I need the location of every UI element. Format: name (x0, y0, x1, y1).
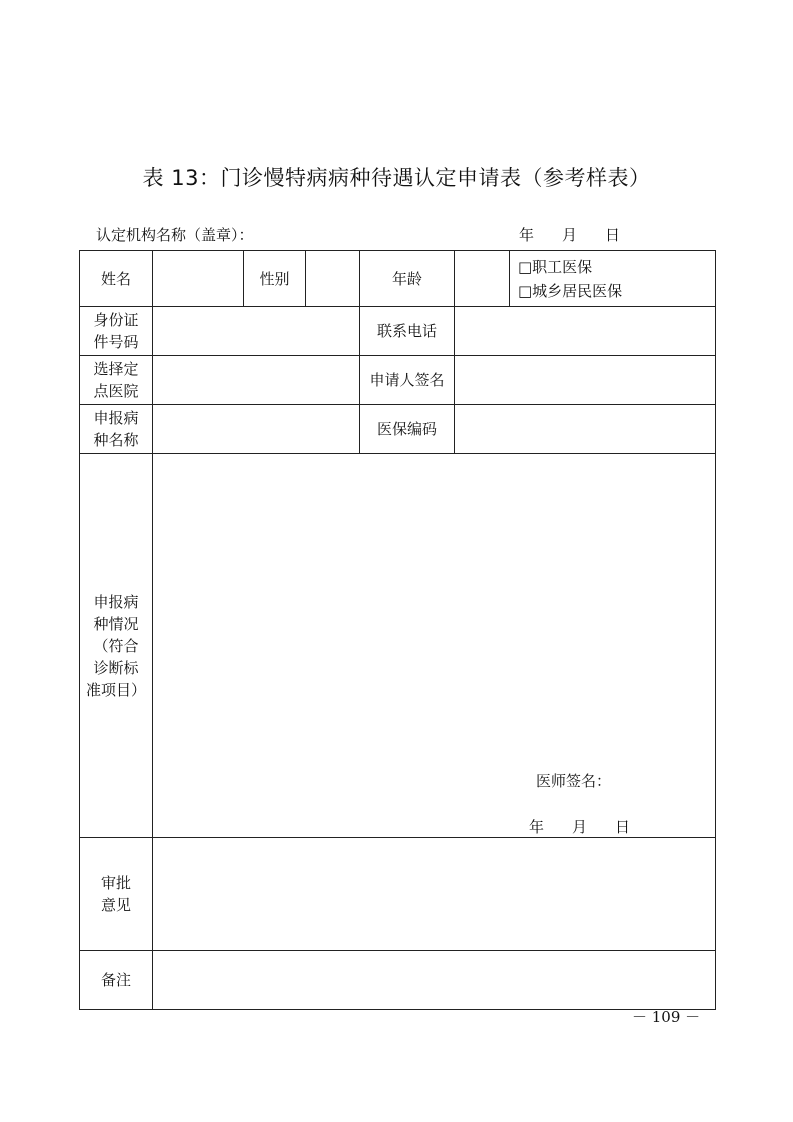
label-insurance-code: 医保编码 (360, 405, 455, 454)
id-number-input[interactable] (153, 307, 360, 356)
age-input[interactable] (455, 251, 510, 307)
label-line: 选择定 (93, 360, 139, 378)
org-label: 认定机构名称（盖章）： (96, 226, 254, 244)
insurance-code-input[interactable] (455, 405, 716, 454)
label-disease-situation (80, 454, 153, 838)
gender-input[interactable] (306, 251, 360, 307)
application-form (79, 250, 716, 1010)
applicant-signature-input[interactable] (455, 356, 716, 405)
date-month: 月 (572, 818, 588, 836)
label-line: 诊断标 (93, 658, 139, 677)
label-line: （符合 (93, 636, 139, 655)
approval-input[interactable] (153, 838, 716, 951)
date-year: 年 (519, 226, 535, 244)
page-number: － 109 － (632, 1008, 701, 1026)
label-line: 审批 (100, 874, 131, 892)
date-day: 日 (605, 226, 621, 244)
header-date (519, 224, 620, 245)
insurance-option-resident[interactable]: □城乡居民医保 (518, 281, 623, 300)
date-year: 年 (529, 818, 545, 836)
hospital-input[interactable] (153, 356, 360, 405)
remarks-input[interactable] (153, 951, 716, 1010)
label-line: 种名称 (93, 431, 139, 449)
insurance-type-options (510, 251, 716, 307)
label-line: 身份证 (93, 311, 139, 329)
label-line: 申报病 (93, 409, 139, 427)
phone-input[interactable] (455, 307, 716, 356)
label-phone: 联系电话 (360, 307, 455, 356)
label-line: 准项目） (85, 680, 146, 699)
label-line: 申报病 (93, 592, 139, 611)
label-id-number (80, 307, 153, 356)
insurance-option-employee[interactable]: □职工医保 (518, 257, 593, 276)
disease-name-input[interactable] (153, 405, 360, 454)
label-line: 种情况 (93, 614, 139, 633)
doctor-date (529, 816, 630, 838)
label-remarks: 备注 (80, 951, 153, 1010)
label-hospital (80, 356, 153, 405)
name-input[interactable] (153, 251, 244, 307)
date-month: 月 (562, 226, 578, 244)
label-name: 姓名 (80, 251, 153, 307)
label-age: 年龄 (360, 251, 455, 307)
label-line: 点医院 (93, 382, 139, 400)
label-gender: 性别 (244, 251, 306, 307)
label-applicant-signature: 申请人签名 (360, 356, 455, 405)
disease-situation-input[interactable] (153, 454, 716, 838)
date-day: 日 (615, 818, 631, 836)
doctor-signature-label: 医师签名： (536, 772, 612, 790)
label-disease-name (80, 405, 153, 454)
page-title: 表 13：门诊慢特病病种待遇认定申请表（参考样表） (142, 166, 651, 190)
label-line: 意见 (100, 896, 131, 914)
label-approval (80, 838, 153, 951)
label-line: 件号码 (93, 333, 139, 351)
